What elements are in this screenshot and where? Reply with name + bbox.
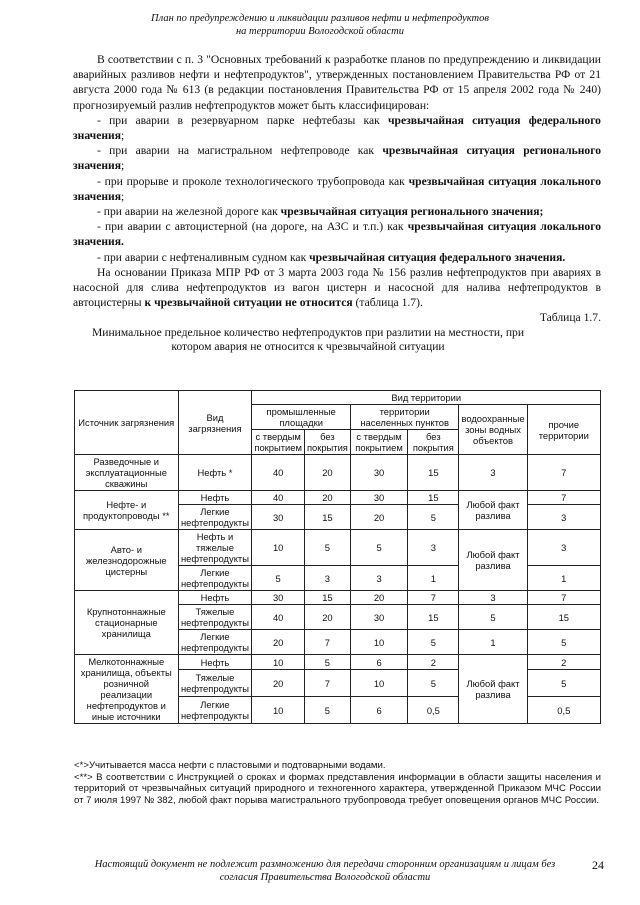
header-line-2: на территории Вологодской области: [235, 26, 405, 37]
cell-source: Нефте- и продуктопроводы **: [75, 491, 179, 530]
cell-value: 5: [527, 630, 600, 655]
table-row: [75, 655, 601, 670]
cell-value: 20: [252, 670, 305, 697]
cell-value: 10: [252, 530, 305, 566]
cell-value: 3: [408, 530, 459, 566]
cell-type: Тяжелые нефтепродукты: [178, 670, 252, 697]
cell-value: 5: [252, 566, 305, 591]
cell-source: Разведочные и эксплуатационные скважины: [75, 455, 179, 491]
cell-value: 30: [350, 605, 407, 630]
cell-value: 10: [252, 655, 305, 670]
header-line-1: План по предупреждению и ликвидации разливов нефти и нефтепродуктов: [151, 13, 489, 24]
cell-value: 5: [350, 530, 407, 566]
cell-any-spill: Любой факт разлива: [459, 491, 527, 530]
cell-value: 5: [304, 697, 350, 724]
cell-value: 10: [350, 630, 407, 655]
table-row: [75, 491, 601, 505]
cell-value: 5: [527, 670, 600, 697]
cell-value: 7: [304, 670, 350, 697]
cell-value: 20: [304, 605, 350, 630]
cell-value: 40: [252, 605, 305, 630]
cell-value: 5: [408, 630, 459, 655]
cell-value: 15: [304, 591, 350, 605]
cell-value: 0,5: [527, 697, 600, 724]
cell-value: 30: [252, 591, 305, 605]
cell-value: 1: [459, 630, 527, 655]
cell-any-spill: Любой факт разлива: [459, 530, 527, 591]
header-nohard: без покрытия: [304, 430, 350, 455]
cell-type: Нефть: [178, 491, 252, 505]
list-item: - при аварии в резервуарном парке нефтебазы как чрезвычайная ситуация федерального значения;: [73, 113, 601, 143]
cell-value: 3: [527, 530, 600, 566]
cell-value: 10: [252, 697, 305, 724]
footnotes: [74, 760, 601, 806]
cell-value: 2: [527, 655, 600, 670]
cell-value: 40: [252, 455, 305, 491]
table-row: [75, 591, 601, 605]
page-number: 24: [592, 858, 604, 872]
list-item: - при аварии на железной дороге как чрезвычайная ситуация регионального значения;: [97, 205, 544, 219]
list-item: - при аварии на магистральном нефтепроводе как чрезвычайная ситуация регионального значения;: [73, 144, 602, 173]
cell-value: 15: [408, 491, 459, 505]
cell-value: 20: [350, 591, 407, 605]
cell-value: 2: [408, 655, 459, 670]
cell-source: Мелкотоннажные хранилища, объекты розничной реализации нефтепродуктов и иные источники: [75, 655, 179, 724]
cell-value: 15: [408, 455, 459, 491]
table-row: [75, 530, 601, 566]
cell-value: 0,5: [408, 697, 459, 724]
cell-any-spill: Любой факт разлива: [459, 655, 527, 724]
header-territory: Вид территории: [252, 391, 601, 405]
cell-value: 15: [304, 505, 350, 530]
header-water: водоохранные зоны водных объектов: [459, 405, 527, 455]
cell-value: 20: [304, 455, 350, 491]
cell-value: 20: [350, 505, 407, 530]
cell-value: 1: [408, 566, 459, 591]
cell-value: 7: [304, 630, 350, 655]
cell-value: 10: [350, 670, 407, 697]
cell-source: Крупнотоннажные стационарные хранилища: [75, 591, 179, 655]
footnote-1: <*>Учитывается масса нефти с пластовыми и подтоварными водами.: [74, 760, 386, 771]
footnote-2: <**> В соответствии с Инструкцией о сроках и формах представления информации в области защиты населения и территорий от чрезвычайных ситуаций природного и техногенного характера, утвержденной Приказом МЧС России от 7 июля 1997 № 382, любой факт порыва магистрального трубопровода требует оповещения органов МЧС России.: [74, 771, 601, 806]
cell-value: 30: [252, 505, 305, 530]
list-item: - при аварии с нефтеналивным судном как чрезвычайная ситуация федерального значения.: [97, 250, 566, 264]
header-nohard: без покрытия: [408, 430, 459, 455]
cell-value: 5: [459, 605, 527, 630]
cell-value: 3: [459, 455, 527, 491]
cell-type: Нефть *: [178, 455, 252, 491]
page-footer: Настоящий документ не подлежит размножению для передачи сторонним организациям и лицам без согласия Правительства Вологодской области: [94, 859, 556, 883]
cell-type: Легкие нефтепродукты: [178, 566, 252, 591]
cell-value: 7: [527, 455, 600, 491]
table-title: Минимальное предельное количество нефтепродуктов при разлитии на местности, при котором авария не относится к чрезвычайной ситуации: [91, 325, 525, 353]
cell-type: Легкие нефтепродукты: [178, 505, 252, 530]
cell-type: Легкие нефтепродукты: [178, 630, 252, 655]
list-item: - при аварии с автоцистерной (на дороге, на АЗС и т.п.) как чрезвычайная ситуация локального значения.: [73, 220, 601, 249]
cell-source: Авто- и железнодорожные цистерны: [75, 530, 179, 591]
cell-value: 7: [527, 591, 600, 605]
header-industrial: промышленные площадки: [252, 405, 351, 430]
cell-value: 30: [350, 491, 407, 505]
cell-type: Тяжелые нефтепродукты: [178, 605, 252, 630]
cell-value: 7: [408, 591, 459, 605]
cell-value: 3: [304, 566, 350, 591]
cell-type: Нефть и тяжелые нефтепродукты: [178, 530, 252, 566]
cell-value: 3: [459, 591, 527, 605]
header-source: Источник загрязнения: [75, 391, 179, 455]
cell-value: 1: [527, 566, 600, 591]
cell-value: 15: [408, 605, 459, 630]
cell-value: 5: [304, 655, 350, 670]
cell-type: Легкие нефтепродукты: [178, 697, 252, 724]
cell-value: 3: [350, 566, 407, 591]
cell-value: 20: [252, 630, 305, 655]
cell-value: 5: [408, 505, 459, 530]
page-header: [0, 12, 640, 38]
cell-type: Нефть: [178, 591, 252, 605]
cell-value: 3: [527, 505, 600, 530]
header-settlements: территории населенных пунктов: [350, 405, 459, 430]
cell-value: 6: [350, 697, 407, 724]
cell-value: 30: [350, 455, 407, 491]
header-other: прочие территории: [527, 405, 600, 455]
cell-value: 6: [350, 655, 407, 670]
cell-value: 7: [527, 491, 600, 505]
header-type: Вид загрязнения: [178, 391, 252, 455]
cell-value: 40: [252, 491, 305, 505]
header-hard: с твердым покрытием: [252, 430, 305, 455]
table-row: [75, 455, 601, 491]
table-caption: Таблица 1.7.: [539, 311, 601, 325]
list-item: - при прорыве и проколе технологического трубопровода как чрезвычайная ситуация локального значения;: [73, 174, 601, 203]
document-body: [73, 52, 601, 354]
data-table: [74, 390, 601, 724]
cell-value: 20: [304, 491, 350, 505]
paragraph-order: На основании Приказа МПР РФ от 3 марта 2003 года № 156 разлив нефтепродуктов при авариях в насосной для слива нефтепродуктов из вагон цистерн и насосной для налива нефтепродуктов в автоцистерны к чрезвычайной ситуации не относится (таблица 1.7).: [73, 265, 601, 310]
paragraph-intro: В соответствии с п. 3 "Основных требований к разработке планов по предупреждению и ликвидации аварийных разливов нефти и нефтепродуктов", утвержденных постановлением Правительства РФ от 21 августа 2000 года № 613 (в редакции постановления Правительства РФ от 15 апреля 2002 года № 240) прогнозируемый разлив нефтепродуктов может быть классифицирован:: [73, 53, 601, 112]
cell-value: 5: [304, 530, 350, 566]
cell-value: 15: [527, 605, 600, 630]
header-hard: с твердым покрытием: [350, 430, 407, 455]
cell-value: 5: [408, 670, 459, 697]
cell-type: Нефть: [178, 655, 252, 670]
